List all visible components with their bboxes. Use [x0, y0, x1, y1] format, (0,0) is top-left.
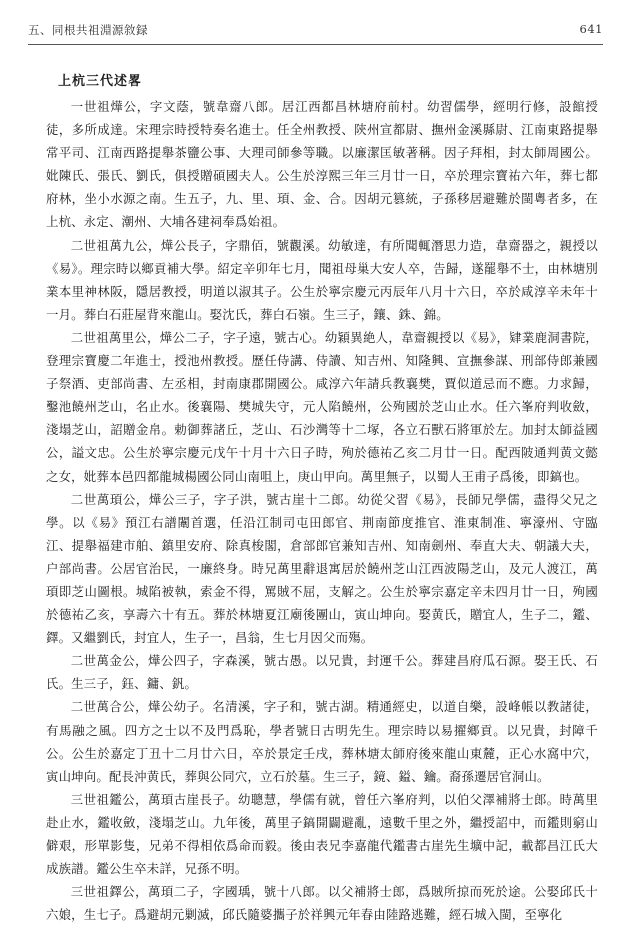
- page-body: [46, 62, 598, 926]
- paragraph-3: 二世祖萬里公，燁公二子，字子遠，號古心。幼穎異絶人，韋齋親授以《易》，肄業鹿洞書院，登理宗寶慶二年進士，授池州教授。歷任侍講、侍讀、知吉州、知隆興、宣撫參謀、刑部侍郎兼國子祭酒、吏部尚書、左丞相，封南康郡開國公。咸淳六年請兵教襄樊，賈似道忌而不應。力求歸，鑿池饒州芝山，名止水。後襄陽、樊城失守，元人陷饒州，公殉國於芝山止水。任六峯府判收斂，淺塌芝山，詔贈金帛。勅御葬諸丘，芝山、石沙灣等十二塚，各立石獸石將軍於左。加封太師益國公，謚文忠。公生於寧宗慶元戊午十月十六日子時，殉於德祐乙亥二月廿一日。配西陂通判黄文懿之女，妣葬本邑四都龍城楊國公同山南咀上，庚山甲向。萬里無子，以蜀人王甫子爲後，即鎬也。: [46, 329, 598, 484]
- page-number: 641: [579, 22, 603, 36]
- paragraph-6: 二世萬合公，燁公幼子。名清溪，字子和，號古湖。精通經史，以道自樂，設峰帳以教諸徒，有馬融之風。四方之士以不及門爲恥，學者號日古明先生。理宗時以易擢鄉貢。以兄貴，封障千公。公生於嘉定丁丑十二月廿六日，卒於景定壬戌，葬林塘太師府後來龍山東麓，正心水窩中穴，寅山坤向。配長沖黄氏，葬與公同穴，立石於墓。生三子，鏡、鎰、鑰。裔孫遷居官洞山。: [46, 699, 598, 784]
- paragraph-5: 二世萬金公，燁公四子，字森溪，號古愚。以兄貴，封運千公。葬建昌府瓜石源。娶王氏、石氏。生三子，鈺、鏞、釩。: [46, 653, 598, 692]
- chapter-title: 五、同根共祖淵源敘録: [28, 23, 148, 37]
- running-header: [28, 22, 603, 38]
- paragraph-2: 二世祖萬九公，燁公長子，字鼎佰，號觀溪。幼敏達，有所聞輒潛思力造，韋齋器之，親授以《易》。理宗時以鄉貢補大學。紹定辛卯年七月，聞祖母巢大安人卒，告歸，遂罷舉不士，由林塘別業本里神林阪，隱居教授，明道以淑其子。公生於寧宗慶元丙辰年八月十六日，卒於咸淳辛未年十一月。葬白石莊屋背來龍山。娶沈氏，葬白石嶺。生三子，鑲、銖、錦。: [46, 237, 598, 322]
- paragraph-4: 二世萬頊公，燁公三子，字子洪，號古崖十二郎。幼從父習《易》，長師兄學儒，盡得父兄之學。以《易》預江右譜闈首選，任沿江制司屯田郎官、荆南節度推官、淮東制准、寧濠州、守臨江、提舉福建市舶、鎮里安府、除真梭閣，倉部郎官兼知吉州、知南劍州、奉直大夫、朝議大夫，户部尚書。公居官治民，一廉終身。時兄萬里辭退寓居於饒州芝山江西波陽芝山，及元人渡江，萬頊即芝山圖根。城陷被執，索金不得，罵賊不屈，支解之。公生於寧宗嘉定辛未四月廿一日，殉國於德祐乙亥，享壽六十有五。葬於林塘夏江廟後團山，寅山坤向。娶黄氏，贈宜人，生子二，鑑、鐸。又繼劉氏，封宜人，生子一，昌翁，生七月因父而殤。: [46, 491, 598, 646]
- header-rule: [28, 44, 603, 45]
- section-title: 上杭三代述畧: [58, 74, 143, 89]
- paragraph-8: 三世祖鐸公，萬頊二子，字國瑀，號十八郎。以父補將士郎，爲賊所掠而死於途。公娶邱氏十六娘，生七子。爲避胡元剿滅，邱氏隨婆攜子於祥興元年春由陸路逃難，經石城入閩，至寧化: [46, 884, 598, 923]
- paragraph-7: 三世祖鑑公，萬頊古崖長子。幼聰慧，學儒有就，曾任六峯府判，以伯父澤補將士郎。時萬里赴止水，鑑收斂，淺塌芝山。九年後，萬里子鎬開闢避亂，遠數千里之外，繼授詔中，而鑑則窮山僻艰，形單影隻，兄弟不得相依爲命而毅。後由表兄李嘉龍代鑑書古崖先生壙中記，載都昌江氏大成族譜。鑑公生卒未詳，兄孫不明。: [46, 791, 598, 877]
- paragraph-1: 一世祖燁公，字文蔭，號韋齋八郎。居江西都昌林塘府前村。幼習儒學，經明行修，設館授徒，多所成達。宋理宗時授特奏名進士。任全州教授、陝州宣都尉、撫州金溪縣尉、江南東路提舉常平司、江南西路提舉茶鹽公事、大理司師參等職。以廉潔匡敏著稱。因子拜相，封太師周國公。妣陳氏、張氏、劉氏，俱授贈碩國夫人。公生於淳熙三年三月廿一日，卒於理宗寶祐六年，葬七都府林，坐小水源之南。生五子，九、里、頊、金、合。因胡元篡統，子孫移居避難於閩粵者多，在上杭、永定、潮州、大埔各建祠奉爲始祖。: [46, 99, 598, 230]
